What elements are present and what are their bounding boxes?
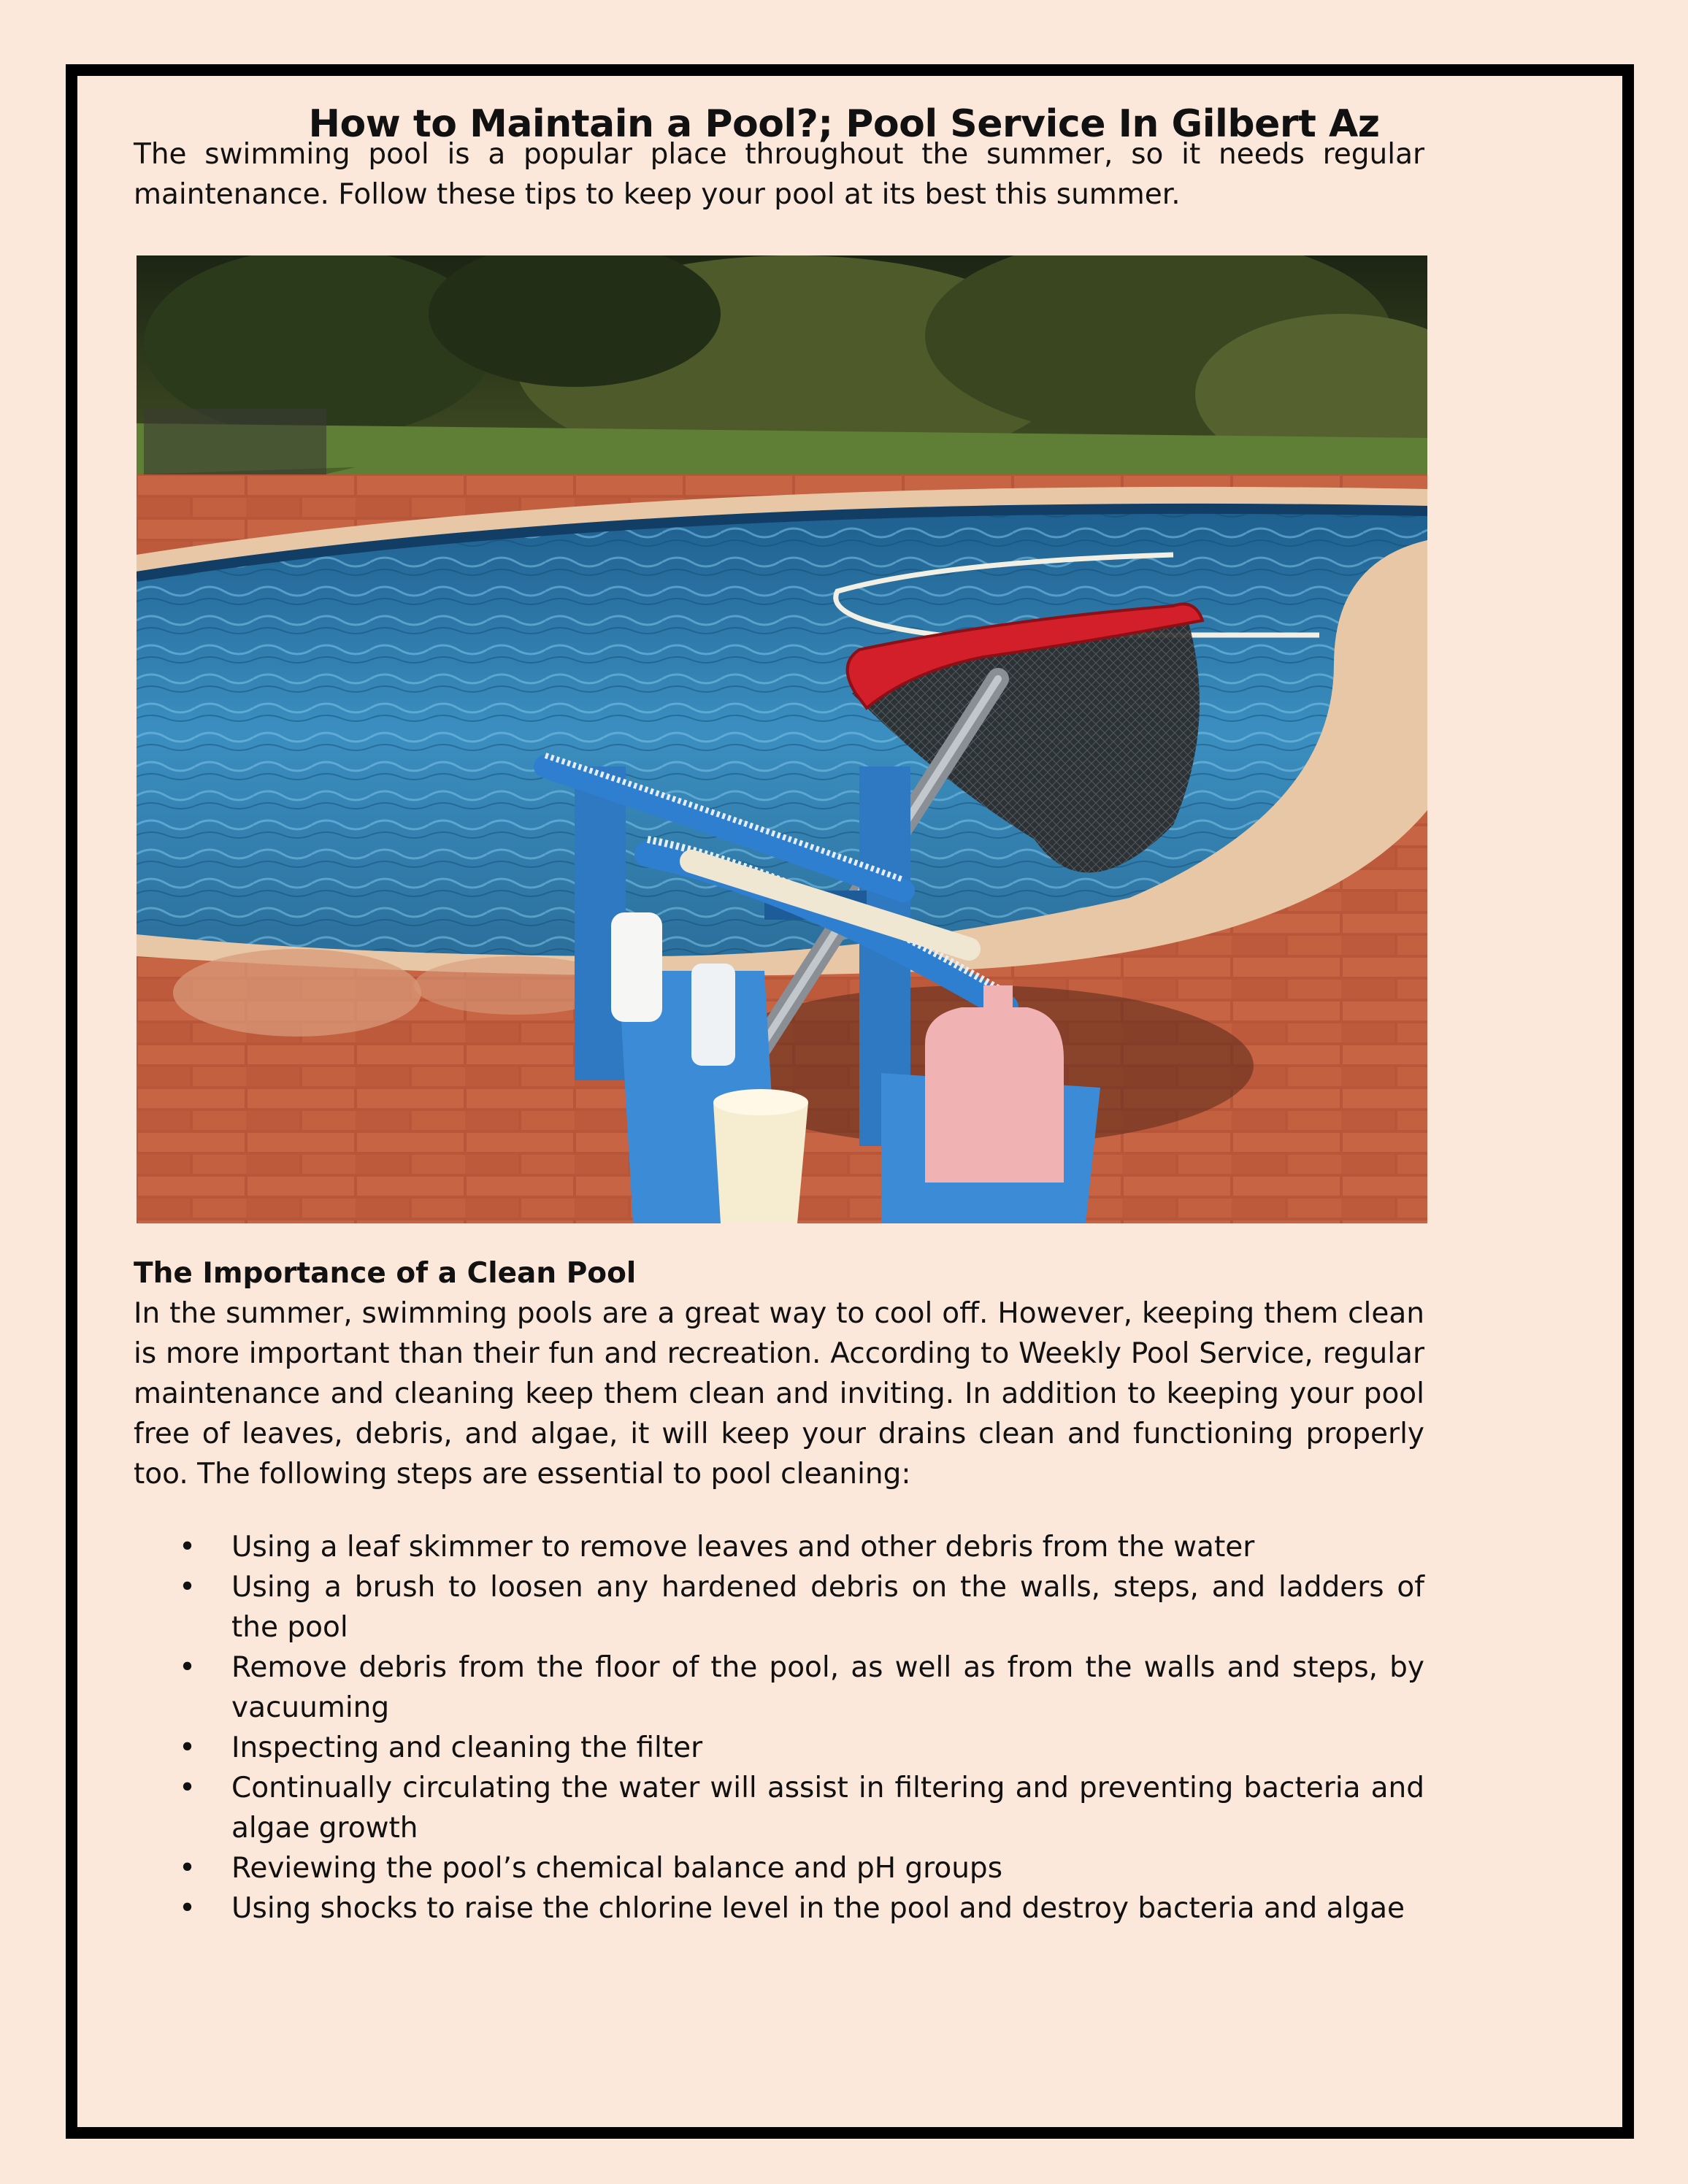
list-item <box>134 1728 1424 1768</box>
list-item <box>134 1848 1424 1888</box>
list-item-text: Using a leaf skimmer to remove leaves and other debris from the water <box>231 1531 1255 1564</box>
bullet-icon: • <box>179 1651 196 1684</box>
bullet-icon: • <box>179 1531 196 1564</box>
list-item-text: Using a brush to loosen any hardened debris on the walls, steps, and ladders of the pool <box>231 1571 1424 1644</box>
list-item-text: Inspecting and cleaning the filter <box>231 1731 703 1764</box>
cleaning-steps-list <box>134 1527 1424 1929</box>
page-title: How to Maintain a Pool?; Pool Service In Gilbert Az <box>308 102 1380 146</box>
intro-paragraph: The swimming pool is a popular place throughout the summer, so it needs regular maintenance. Follow these tips to keep your pool at its best this summer. <box>134 138 1424 211</box>
section-heading: The Importance of a Clean Pool <box>134 1257 637 1290</box>
bullet-icon: • <box>179 1571 196 1604</box>
list-item-text: Reviewing the pool’s chemical balance and pH groups <box>231 1852 1003 1885</box>
list-item <box>134 1768 1424 1848</box>
list-item-text: Continually circulating the water will assist in filtering and preventing bacteria and algae growth <box>231 1772 1424 1845</box>
list-item <box>134 1527 1424 1567</box>
bullet-icon: • <box>179 1731 196 1764</box>
clean-pool-section <box>134 1253 1424 1494</box>
list-item <box>134 1888 1424 1929</box>
bullet-icon: • <box>179 1852 196 1885</box>
section-body: In the summer, swimming pools are a great way to cool off. However, keeping them clean is more important than their fun and recreation. According to Weekly Pool Service, regular maintenance and cleaning keep them clean and inviting. In addition to keeping your pool free of leaves, debris, and algae, it will keep your drains clean and functioning properly too. The following steps are essential to pool cleaning: <box>134 1297 1424 1491</box>
list-item-text: Remove debris from the floor of the pool, as well as from the walls and steps, by vacuuming <box>231 1651 1424 1724</box>
bullet-icon: • <box>179 1892 196 1925</box>
pool-photo <box>137 255 1427 1223</box>
bullet-icon: • <box>179 1772 196 1804</box>
list-item <box>134 1567 1424 1647</box>
list-item-text: Using shocks to raise the chlorine level in the pool and destroy bacteria and algae <box>231 1892 1405 1925</box>
list-item <box>134 1647 1424 1728</box>
